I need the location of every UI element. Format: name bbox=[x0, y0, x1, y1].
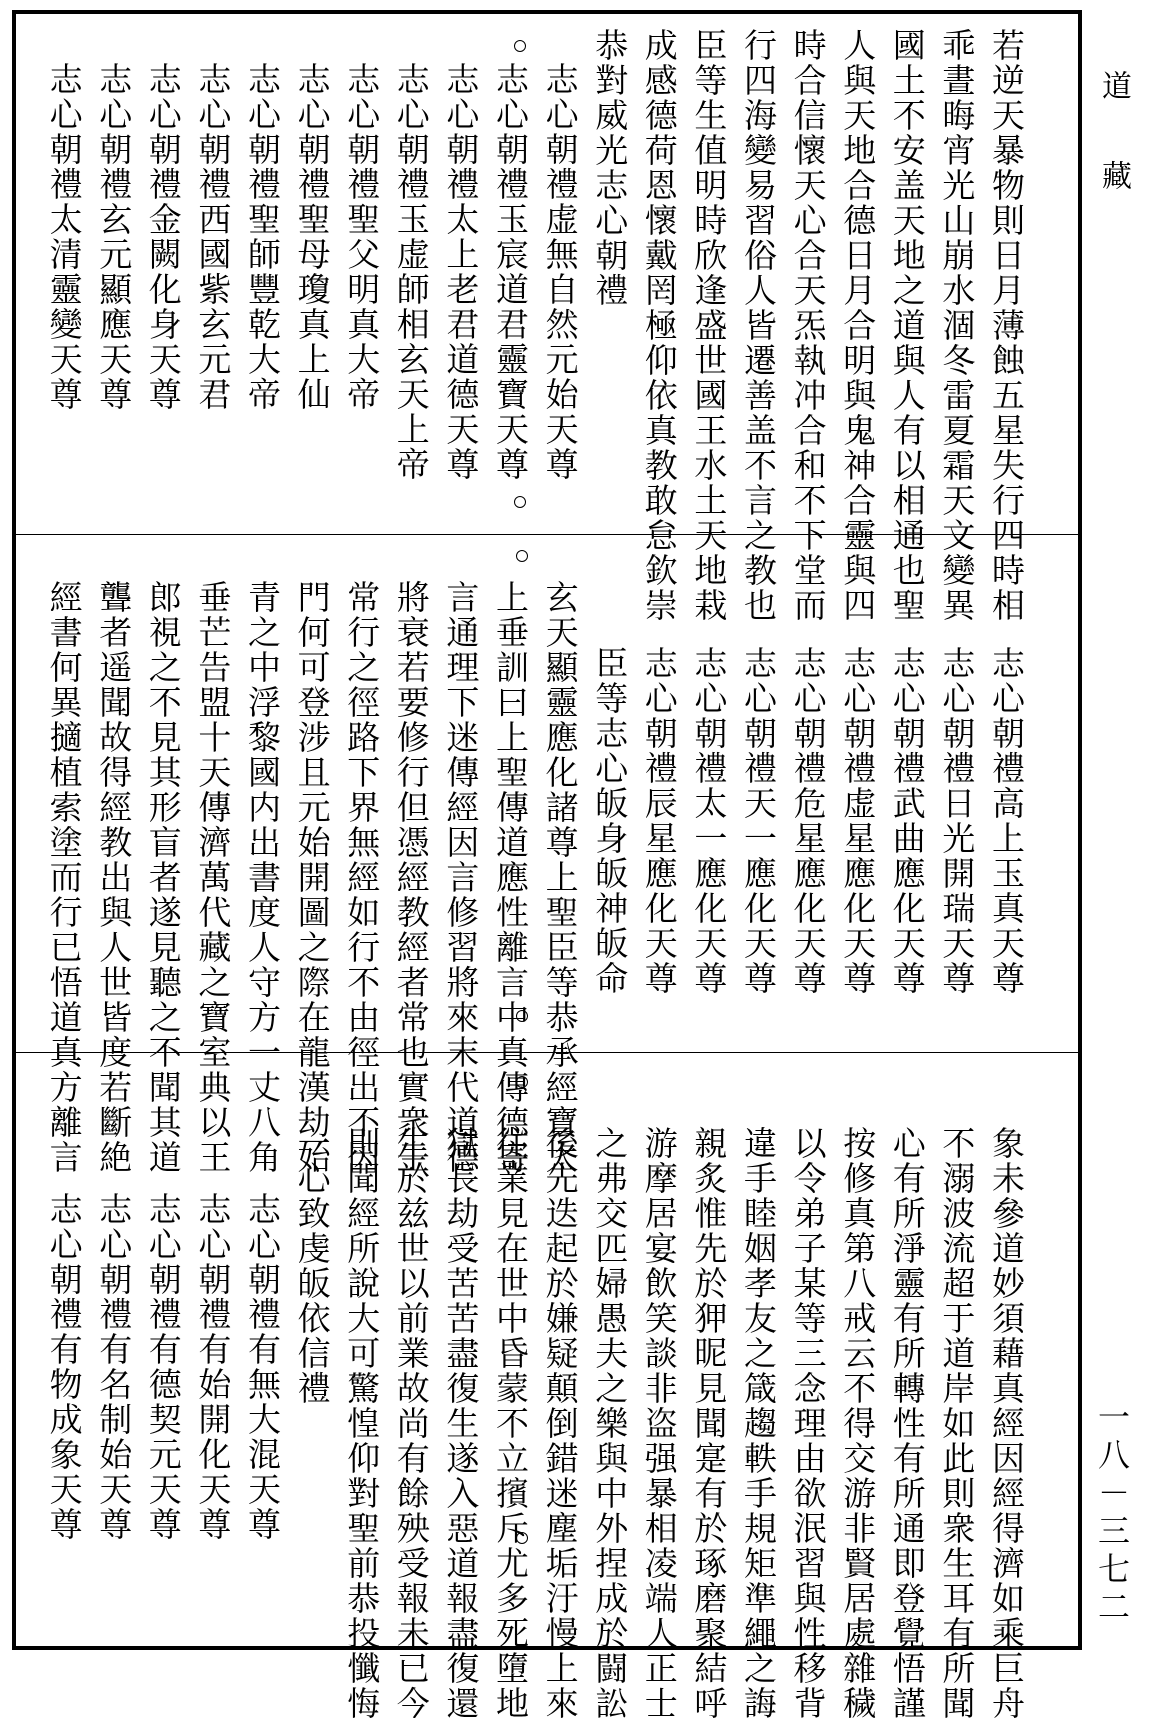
text-column: 成感德荷恩懷戴罔極仰依真教敢怠欽崇 bbox=[639, 28, 679, 623]
text-column: 言通理下迷傳經因言修習將來末代道德 bbox=[441, 580, 481, 1175]
text-column: 志心朝禮武曲應化天尊 bbox=[887, 646, 927, 996]
text-column: 志心朝禮高上玉真天尊 bbox=[987, 646, 1026, 996]
text-column: 志心朝禮玉虚師相玄天上帝 bbox=[391, 62, 431, 482]
text-column: 青之中浮黎國内出書度人守方一丈八角 bbox=[243, 580, 282, 1175]
text-column: 志心朝禮日光開瑞天尊 bbox=[937, 646, 977, 996]
register-top bbox=[16, 14, 1078, 623]
text-column: 志心朝禮有德契元天尊 bbox=[143, 1192, 183, 1542]
punctuation-circle bbox=[516, 1010, 528, 1022]
text-column: 游摩居宴飲笑談非盗强暴相凌端人正士 bbox=[639, 1126, 679, 1721]
text-column: 志心朝禮金闕化身天尊 bbox=[143, 62, 183, 412]
text-column: 志心朝禮有名制始天尊 bbox=[94, 1192, 134, 1542]
text-column: 按修真第八戒云不得交游非賢居處雜穢 bbox=[838, 1126, 878, 1721]
text-column: 獄長劫受苦苦盡復生遂入惡道報盡復還 bbox=[441, 1126, 481, 1721]
punctuation-circle bbox=[516, 1532, 528, 1544]
text-column: 行四海變易習俗人皆遷善盖不言之教也 bbox=[739, 28, 778, 623]
text-column: 志心朝禮太清靈變天尊 bbox=[44, 62, 84, 412]
text-column: 志心朝禮聖師豐乾大帝 bbox=[243, 62, 282, 412]
text-column: 志心朝禮太一應化天尊 bbox=[689, 646, 729, 996]
text-column: 之弗交匹婦愚夫之樂與中外捏成於闘訟 bbox=[590, 1126, 630, 1721]
text-column: 臣等志心皈身皈神皈命 bbox=[590, 646, 630, 996]
margin-page-number: 一八－三七二 bbox=[1093, 1400, 1131, 1628]
text-column: 志心朝禮辰星應化天尊 bbox=[639, 646, 679, 996]
text-column: 將衰若要修行但憑經教經者常也實衆生 bbox=[391, 580, 431, 1175]
text-column: 志心朝禮玉宸道君靈寶天尊 bbox=[491, 62, 530, 482]
text-column: 上垂訓曰上聖傳道應性離言中真傳德寄 bbox=[491, 580, 530, 1175]
punctuation-circle bbox=[516, 1076, 528, 1088]
text-column: 志心朝禮虚無自然元始天尊 bbox=[540, 62, 580, 482]
punctuation-circle bbox=[514, 496, 526, 508]
punctuation-circle bbox=[516, 550, 528, 562]
text-column: 以令弟子某等三念理由欲泯習與性移背 bbox=[788, 1126, 828, 1721]
text-column: 違手睦姻孝友之箴趨軼手規矩準繩之誨 bbox=[739, 1126, 778, 1721]
text-column: 一心致虔皈依信禮 bbox=[292, 1126, 332, 1406]
text-column: 往業見在世中昏蒙不立擯斥尤多死墮地 bbox=[491, 1126, 530, 1721]
text-column: 志心朝禮有始開化天尊 bbox=[193, 1192, 233, 1542]
text-column: 志心朝禮聖母瓊真上仙 bbox=[292, 62, 332, 412]
text-column: 門何可登涉且元始開圖之際在龍漢劫始 bbox=[292, 580, 332, 1175]
text-column: 親炙惟先於狎昵見聞寔有於琢磨聚結呼 bbox=[689, 1126, 729, 1721]
text-column: 臣等生值明時欣逢盛世國王水土天地栽 bbox=[689, 28, 729, 623]
text-page bbox=[12, 10, 1082, 1721]
text-column: 志心朝禮危星應化天尊 bbox=[788, 646, 828, 996]
text-column: 志心朝禮虚星應化天尊 bbox=[838, 646, 878, 996]
text-column: 乖晝晦宵光山崩水涸冬雷夏霜天文變異 bbox=[937, 28, 977, 623]
punctuation-circle bbox=[514, 40, 526, 52]
margin-title: 道藏 bbox=[1096, 70, 1131, 250]
text-column: 經書何異擿植索塗而行已悟道真方離言 bbox=[44, 580, 84, 1175]
text-column: 垂芒告盟十天傳濟萬代藏之寶室典以王 bbox=[193, 580, 233, 1175]
text-column: 志心朝禮西國紫玄元君 bbox=[193, 62, 233, 412]
text-column: 時合信懷天心合天炁執冲合和不下堂而 bbox=[788, 28, 828, 623]
text-column: 不溺波流超于道岸如此則衆生耳有所聞 bbox=[937, 1126, 977, 1721]
register-middle bbox=[16, 566, 1078, 1175]
register-bottom bbox=[16, 1112, 1078, 1721]
text-column: 若逆天暴物則日月薄蝕五星失行四時相 bbox=[987, 28, 1026, 623]
text-column: 志心朝禮有物成象天尊 bbox=[44, 1192, 84, 1542]
text-column: 生於兹世以前業故尚有餘殃受報未已今 bbox=[391, 1126, 431, 1721]
text-column: 常行之徑路下界無經如行不由徑出不因 bbox=[342, 580, 382, 1175]
text-column: 志心朝禮有無大混天尊 bbox=[243, 1192, 282, 1542]
text-column: 志心朝禮玄元顯應天尊 bbox=[94, 62, 134, 412]
text-column: 人與天地合德日月合明與鬼神合靈與四 bbox=[838, 28, 878, 623]
text-column: 國土不安盖天地之道與人有以相通也聖 bbox=[887, 28, 927, 623]
text-column: 聾者遥聞故得經教出與人世皆度若斷絶 bbox=[94, 580, 134, 1175]
text-column: 則聞經所說大可驚惶仰對聖前恭投懺悔 bbox=[342, 1126, 382, 1721]
text-column: 郎視之不見其形盲者遂見聽之不聞其道 bbox=[143, 580, 183, 1175]
text-column: 恭對威光志心朝禮 bbox=[590, 28, 630, 308]
text-column: 志心朝禮天一應化天尊 bbox=[739, 646, 778, 996]
text-column: 志心朝禮太上老君道德天尊 bbox=[441, 62, 481, 482]
text-column: 玄天顯靈應化諸尊上聖臣等恭承經寶太 bbox=[540, 580, 580, 1175]
text-column: 志心朝禮聖父明真大帝 bbox=[342, 62, 382, 412]
text-column: 心有所淨靈有所轉性有所通即登覺悟謹 bbox=[887, 1126, 927, 1721]
text-column: 後先迭起於嫌疑顛倒錯迷塵垢汙慢上來 bbox=[540, 1126, 580, 1721]
text-column: 象未參道妙須藉真經因經得濟如乘巨舟 bbox=[987, 1126, 1026, 1721]
